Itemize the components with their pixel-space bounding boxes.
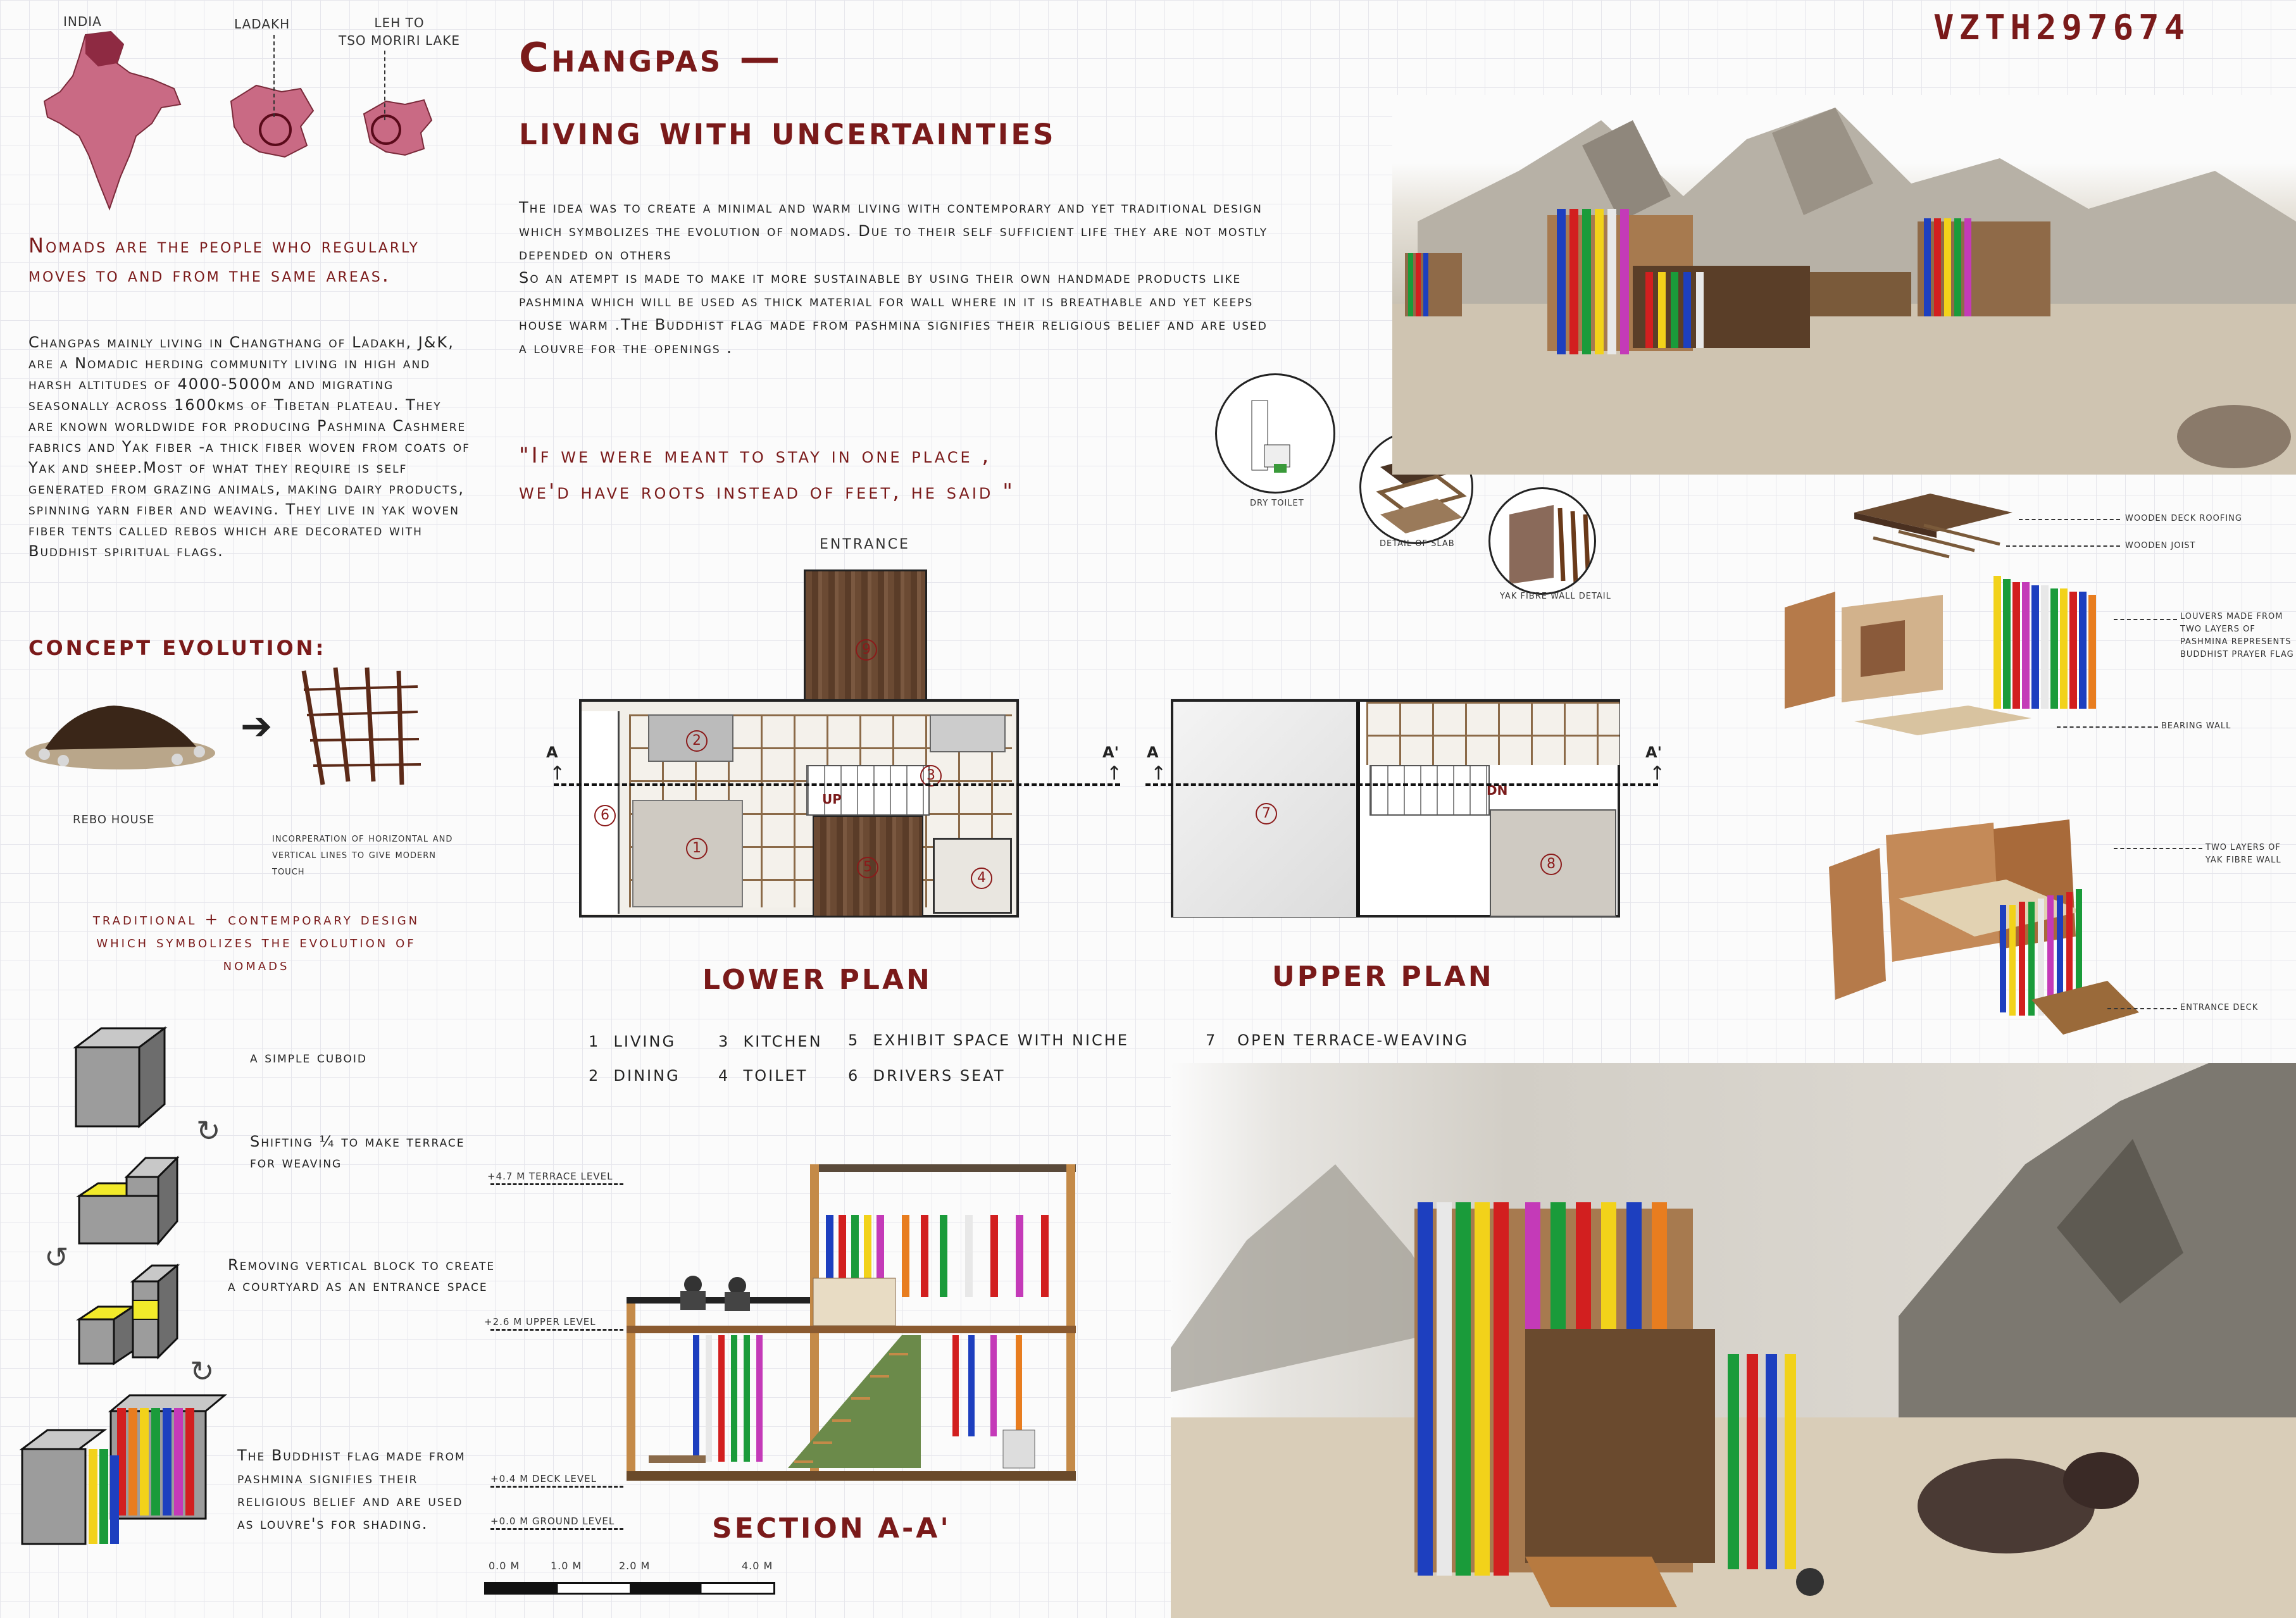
joist-label: WOODEN JOIST [2125, 541, 2196, 551]
upper-section-arrow-icon-right: ↑ [1649, 762, 1666, 785]
rotate-arrow-icon-1: ↻ [196, 1114, 221, 1148]
massing-step-3: Removing vertical block to create a courtyard as an entrance space [228, 1256, 496, 1295]
lower-section-a-label: A [546, 744, 558, 761]
project-code: VZTH297674 [1933, 8, 2190, 47]
legend-7 [1206, 1031, 1469, 1049]
stair-up [806, 765, 930, 816]
level-terrace-line [490, 1183, 623, 1185]
title-line-2: living with uncertainties [519, 108, 1056, 154]
lower-section-arrow-icon-left: ↑ [549, 762, 566, 785]
deck-roofing-leader [2019, 519, 2120, 520]
level-upper-line [490, 1329, 623, 1331]
lower-plan [579, 699, 1019, 918]
upper-section-line [1145, 783, 1658, 786]
upper-plan-num-8: 8 [1540, 854, 1562, 875]
lower-plan-num-1: 1 [686, 838, 708, 859]
map-label-ladakh: LADAKH [234, 16, 290, 32]
slab-detail-label: DETAIL OF SLAB [1380, 539, 1455, 549]
cuboid-icon [63, 1022, 177, 1133]
legend-3 [718, 1033, 823, 1050]
entrance-deck-leader [2107, 1008, 2177, 1009]
scale-2: 2.0 M [619, 1560, 651, 1572]
dn-label: DN [1487, 783, 1508, 798]
up-label: UP [822, 792, 842, 807]
yak-wall-detail [1488, 487, 1596, 595]
upper-plan [1171, 699, 1620, 918]
lower-plan-num-6: 6 [594, 805, 616, 826]
louvers-label: LOUVERS MADE FROM TWO LAYERS OF PASHMINA REPRESENTS BUDDHIST PRAYER FLAG [2180, 612, 2294, 659]
lower-plan-num-5: 5 [857, 857, 878, 878]
joist-leader [2006, 545, 2120, 547]
legend-4-label: TOILET [743, 1067, 808, 1085]
legend-6-label: DRIVERS SEAT [873, 1067, 1006, 1085]
scale-bar [484, 1582, 775, 1595]
route-leader [384, 51, 385, 120]
concept-summary: traditional + contemporary design which symbolizes the evolution of nomads [92, 910, 420, 974]
intro-heading: Nomads are the people who regularly moves to and from the same areas. [28, 233, 420, 287]
level-deck-line [490, 1486, 623, 1488]
section-drawing [623, 1164, 1085, 1493]
dry-toilet-detail [1215, 373, 1335, 494]
intro-body: Changpas mainly living in Changthang of Ladakh, J&K, are a Nomadic herding community living in high and harsh altitudes of 4000-5000m and migrating seasonally across 1600kms of Tibetan plateau. They are known worldwide for producing Pashmina Cashmere fabrics and Yak fiber -a thick fiber woven from coats of Yak and sheep.Most of what they require is self generated from grazing animals, making dairy products, spinning yarn fiber and weaving. They live in yak woven fiber tents called rebos which are decorated with Buddhist spiritual flags. [28, 333, 470, 560]
legend-4-num: 4 [718, 1067, 730, 1085]
bearing-wall-leader [2057, 726, 2158, 728]
legend-4 [718, 1067, 808, 1085]
two-layers-leader [2114, 848, 2202, 849]
courtyard-block-icon [70, 1256, 190, 1370]
lower-section-line [554, 783, 1120, 786]
upper-section-a-prime-label: A' [1645, 744, 1662, 761]
legend-2-label: DINING [613, 1067, 680, 1085]
house-exploded-view [1816, 816, 2145, 1050]
wall-exploded-view [1778, 569, 2133, 740]
level-ground: +0.0 M GROUND LEVEL [490, 1515, 615, 1527]
lower-plan-title: LOWER PLAN [702, 964, 932, 996]
arrow-right-icon: ➔ [240, 704, 273, 749]
stair-down [1369, 765, 1490, 816]
lower-section-arrow-icon-right: ↑ [1106, 762, 1123, 785]
rotate-arrow-icon-2: ↺ [44, 1240, 69, 1274]
roof-exploded-view [1848, 487, 2019, 563]
rebo-house-label: REBO HOUSE [73, 813, 155, 826]
scale-1: 1.0 M [551, 1560, 582, 1572]
india-map [35, 28, 187, 215]
concept-heading: CONCEPT EVOLUTION: [28, 636, 327, 660]
upper-section-arrow-icon-left: ↑ [1151, 762, 1167, 785]
project-description: The idea was to create a minimal and warm living with contemporary and yet traditional design which symbolizes the evolution of nomads. Due to their self sufficient life they are not mostly depended on others So an atempt is made to make it more sustainable by using their own handmade products like pashmina which will be used as thick material for wall where in it is breathable and yet keeps house warm .The Buddhist flag made from pashmina signifies their religious belief and are used a louvre for the openings . [519, 199, 1268, 357]
dry-toilet-label: DRY TOILET [1250, 499, 1304, 508]
kitchen-counter [930, 714, 1006, 752]
two-layers-label: TWO LAYERS OF YAK FIBRE WALL [2206, 843, 2281, 865]
yak-wall-label: YAK FIBRE WALL DETAIL [1500, 592, 1611, 601]
legend-1-label: LIVING [613, 1033, 677, 1050]
upper-section-a-label: A [1147, 744, 1159, 761]
louvers-leader [2114, 619, 2177, 620]
scale-0: 0.0 M [489, 1560, 520, 1572]
quote-line-1: "If we were meant to stay in one place , [519, 443, 992, 468]
quote-line-2: we'd have roots instead of feet, he said " [519, 479, 1015, 504]
lower-plan-num-4: 4 [971, 868, 992, 889]
deck-roofing-label: WOODEN DECK ROOFING [2125, 514, 2242, 523]
upper-plan-floor-grid [1366, 702, 1619, 765]
exterior-render-bottom [1171, 1063, 2296, 1618]
flag-louvre-block-icon [16, 1392, 231, 1547]
section-title: SECTION A-A' [712, 1512, 951, 1545]
exterior-render-top [1392, 95, 2296, 475]
scale-4: 4.0 M [742, 1560, 773, 1572]
shifted-block-icon [70, 1139, 190, 1253]
upper-plan-num-7: 7 [1256, 803, 1277, 825]
map-label-india: INDIA [63, 14, 102, 29]
legend-7-label: OPEN TERRACE-WEAVING [1237, 1031, 1469, 1049]
legend-2 [589, 1067, 680, 1085]
legend-7-num: 7 [1206, 1031, 1218, 1049]
ladakh-map [225, 82, 316, 161]
route-map [361, 95, 434, 158]
title-line-1: Changpas — [519, 35, 783, 82]
legend-5-label: EXHIBIT SPACE WITH NICHE [873, 1031, 1129, 1049]
entrance-deck-label: ENTRANCE DECK [2180, 1003, 2259, 1012]
frame-illustration [297, 664, 424, 791]
lower-plan-num-9: 9 [856, 639, 877, 661]
map-label-route: LEH TO TSO MORIRI LAKE [339, 15, 460, 48]
legend-2-num: 2 [589, 1067, 601, 1085]
legend-3-label: KITCHEN [743, 1033, 823, 1050]
frame-label: incorperation of horizontal and vertical lines to give modern touch [272, 831, 453, 878]
upper-plan-title: UPPER PLAN [1272, 961, 1494, 993]
level-upper: +2.6 M UPPER LEVEL [484, 1316, 596, 1328]
legend-6 [848, 1067, 1006, 1085]
massing-step-2: Shifting ¼ to make terrace for weaving [250, 1133, 465, 1171]
level-deck: +0.4 M DECK LEVEL [490, 1473, 597, 1484]
legend-5-num: 5 [848, 1031, 860, 1049]
massing-step-1: a simple cuboid [250, 1049, 367, 1066]
legend-1 [589, 1033, 676, 1050]
legend-1-num: 1 [589, 1033, 601, 1050]
rotate-arrow-icon-3: ↻ [190, 1354, 215, 1388]
entrance-label: ENTRANCE [820, 537, 910, 552]
legend-5 [848, 1031, 1129, 1049]
lower-section-a-prime-label: A' [1102, 744, 1119, 761]
legend-6-num: 6 [848, 1067, 860, 1085]
ladakh-leader [273, 35, 275, 117]
legend-3-num: 3 [718, 1033, 730, 1050]
level-ground-line [490, 1528, 623, 1530]
bearing-wall-label: BEARING WALL [2161, 721, 2231, 731]
rebo-house-illustration [19, 683, 221, 772]
lower-plan-num-3: 3 [920, 765, 942, 787]
massing-step-4: The Buddhist flag made from pashmina signifies their religious belief and are used as louvre's for shading. [237, 1447, 466, 1533]
level-terrace: +4.7 M TERRACE LEVEL [487, 1171, 613, 1182]
lower-plan-num-2: 2 [686, 730, 708, 752]
